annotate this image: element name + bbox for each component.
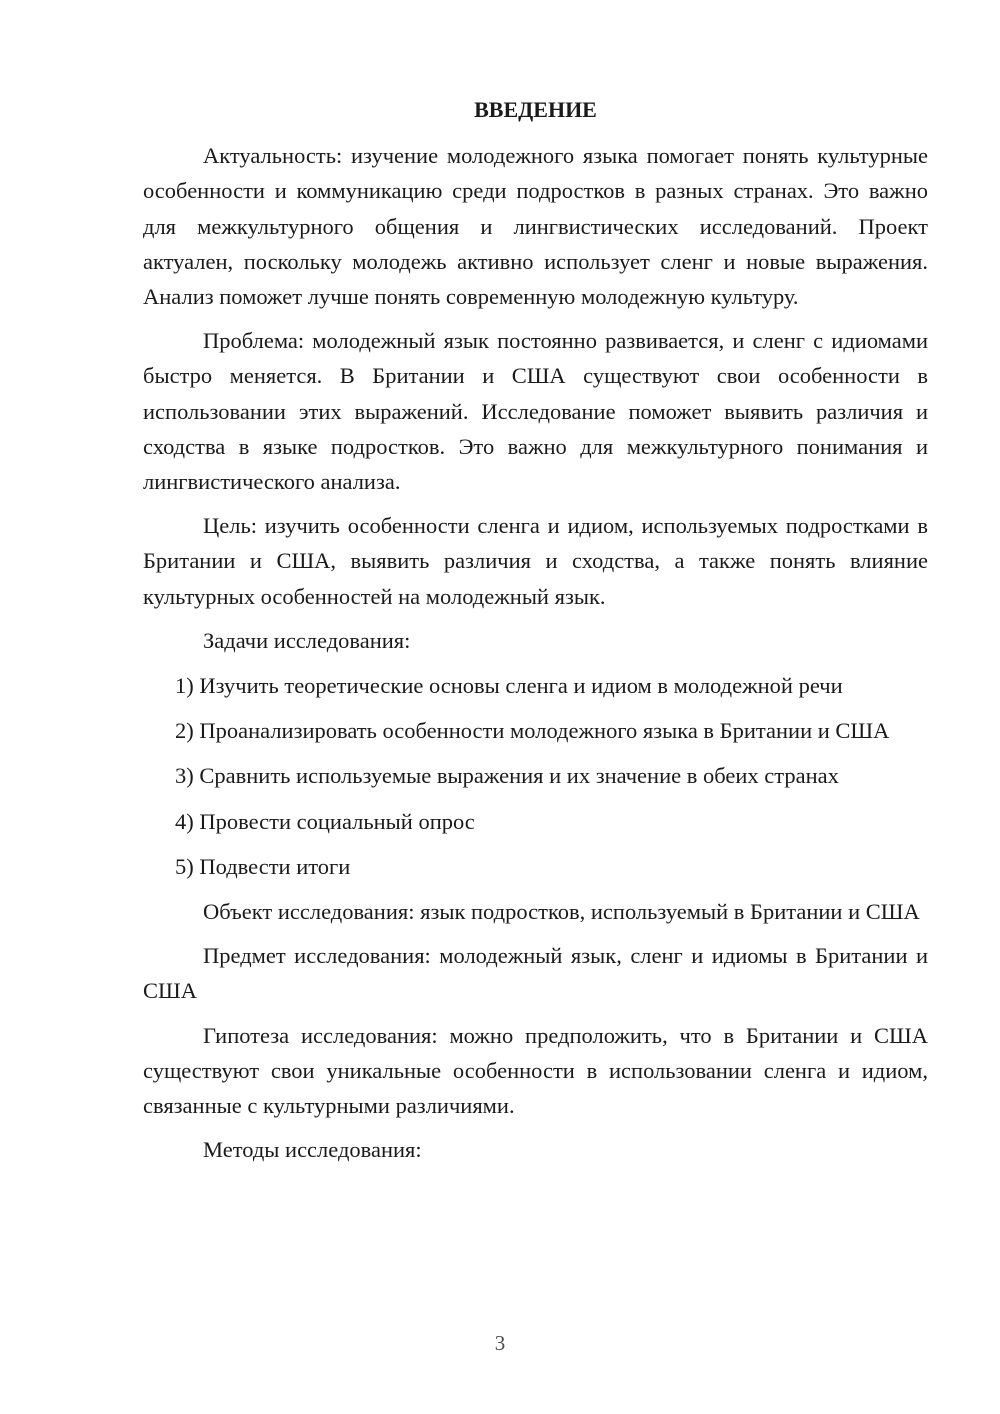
list-item: 2) Проанализировать особенности молодежного языка в Британии и США <box>175 718 890 744</box>
methods-heading: Методы исследования: <box>203 1137 422 1163</box>
list-item: 1) Изучить теоретические основы сленга и идиом в молодежной речи <box>175 673 843 699</box>
tasks-list <box>143 668 928 884</box>
hypothesis-paragraph: Гипотеза исследования: можно предположить, что в Британии и США существуют свои уникальные особенности в использовании сленга и идиом, связанные с культурными различиями. <box>143 1022 928 1119</box>
page-number: 3 <box>494 1331 506 1355</box>
list-item: 3) Сравнить используемые выражения и их значение в обеих странах <box>175 763 839 789</box>
document-page <box>143 92 928 1177</box>
list-item: 5) Подвести итоги <box>175 853 351 879</box>
problem-paragraph: Проблема: молодежный язык постоянно развивается, и сленг с идиомами быстро меняется. В Британии и США существуют свои особенности в использовании этих выражений. Исследование поможет выявить различия и сходства в языке подростков. Это важно для межкультурного понимания и лингвистического анализа. <box>143 328 928 495</box>
object-paragraph: Объект исследования: язык подростков, используемый в Британии и США <box>203 899 920 925</box>
page-title: ВВЕДЕНИЕ <box>474 97 597 122</box>
subject-paragraph: Предмет исследования: молодежный язык, сленг и идиомы в Британии и США <box>143 943 928 1004</box>
goal-paragraph: Цель: изучить особенности сленга и идиом, используемых подростками в Британии и США, выявить различия и сходства, а также понять влияние культурных особенностей на молодежный язык. <box>143 513 928 609</box>
relevance-paragraph: Актуальность: изучение молодежного языка помогает понять культурные особенности и коммуникацию среди подростков в разных странах. Это важно для межкультурного общения и лингвистических исследований. Проект актуален, поскольку молодежь активно использует сленг и новые выражения. Анализ поможет лучше понять современную молодежную культуру. <box>143 143 928 310</box>
tasks-heading: Задачи исследования: <box>203 627 411 653</box>
list-item: 4) Провести социальный опрос <box>175 808 475 834</box>
